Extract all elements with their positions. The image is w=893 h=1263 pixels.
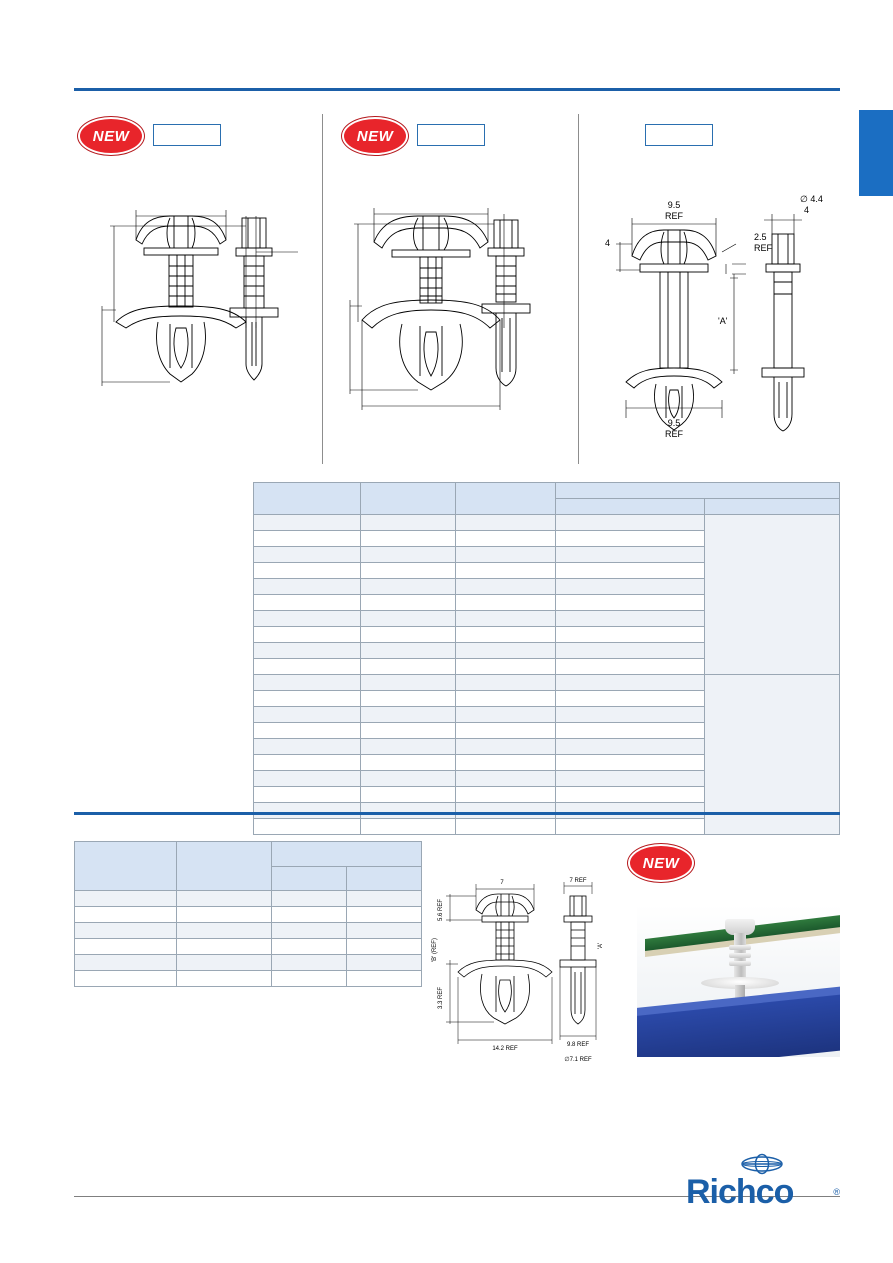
cell: [456, 739, 555, 755]
cell: [456, 787, 555, 803]
cell: [177, 971, 272, 987]
cell: [361, 691, 456, 707]
cell: [361, 643, 456, 659]
cell: [555, 707, 704, 723]
cell: [347, 971, 422, 987]
secondary-col-header-group: [272, 842, 422, 867]
cell: [361, 771, 456, 787]
cell: [456, 627, 555, 643]
part-code-box-3: [645, 124, 713, 146]
cell: [177, 955, 272, 971]
cell: [555, 611, 704, 627]
new-badge-1: [78, 117, 144, 155]
cell: [456, 659, 555, 675]
dim-label-ref-2-5: REF: [754, 243, 772, 253]
cell: [361, 547, 456, 563]
cell: [254, 531, 361, 547]
spec-col-header-4: [555, 499, 704, 515]
cell: [361, 739, 456, 755]
table-row: [75, 923, 422, 939]
cell: [254, 515, 361, 531]
cell: [75, 907, 177, 923]
dim-label-ref-bot: REF: [665, 429, 683, 439]
cell: [347, 955, 422, 971]
cell: [361, 563, 456, 579]
cell: [555, 643, 704, 659]
dim-label-dia-4-4: ∅ 4.4: [800, 194, 823, 204]
globe-icon: [740, 1153, 784, 1175]
cell: [177, 939, 272, 955]
cell: [75, 971, 177, 987]
cell: [75, 923, 177, 939]
cell: [361, 659, 456, 675]
cell: [272, 971, 347, 987]
dim-label-9-5-bot: 9.5: [667, 418, 681, 428]
cell: [555, 531, 704, 547]
dim-label-7-ref: 7 REF: [569, 878, 587, 884]
cell: [456, 579, 555, 595]
cell: [555, 579, 704, 595]
cell: [555, 563, 704, 579]
cell: [254, 595, 361, 611]
registered-mark: ®: [833, 1187, 840, 1197]
cell: [254, 787, 361, 803]
cell: [75, 891, 177, 907]
spec-header-row-1: [254, 483, 840, 499]
table-row: [254, 675, 840, 691]
secondary-col-header-2: [177, 842, 272, 891]
cell: [361, 723, 456, 739]
cell: [254, 739, 361, 755]
cell: [347, 907, 422, 923]
cell: [272, 939, 347, 955]
cell: [456, 531, 555, 547]
cell: [555, 819, 704, 835]
dim-label-a-bottom: 'A': [598, 942, 604, 950]
cell: [254, 675, 361, 691]
cell: [456, 515, 555, 531]
cell: [177, 907, 272, 923]
secondary-table-body: [75, 891, 422, 987]
cell: [361, 675, 456, 691]
part-ring-2: [729, 953, 751, 958]
cell: [555, 691, 704, 707]
cell-merged-upper: [705, 515, 840, 675]
cell: [254, 723, 361, 739]
part-ring-1: [729, 945, 751, 950]
cell: [254, 643, 361, 659]
spec-col-header-2: [361, 483, 456, 515]
cell: [456, 723, 555, 739]
cell: [272, 891, 347, 907]
cell: [177, 923, 272, 939]
cell: [361, 595, 456, 611]
cell: [456, 643, 555, 659]
cell: [361, 611, 456, 627]
cell: [456, 547, 555, 563]
table-row: [75, 907, 422, 923]
spec-col-header-1: [254, 483, 361, 515]
cell: [555, 627, 704, 643]
secondary-table-head: [75, 842, 422, 891]
dim-label-ref-top: REF: [665, 211, 683, 221]
cell: [75, 955, 177, 971]
cell: [361, 579, 456, 595]
brand-name: Richco: [686, 1173, 794, 1211]
secondary-header-row-1: [75, 842, 422, 867]
new-badge-photo: [628, 844, 694, 882]
cell: [75, 939, 177, 955]
specification-table-body: [254, 515, 840, 835]
cell: [361, 787, 456, 803]
cell: [456, 675, 555, 691]
table-row: [75, 955, 422, 971]
secondary-col-header-4: [347, 866, 422, 891]
cell: [177, 891, 272, 907]
cell: [254, 563, 361, 579]
cell: [555, 787, 704, 803]
drawing-2: [344, 196, 564, 426]
cell: [361, 803, 456, 819]
cell: [272, 923, 347, 939]
secondary-col-header-1: [75, 842, 177, 891]
cell: [555, 755, 704, 771]
column-divider-2: [578, 114, 579, 464]
dim-label-a: 'A': [718, 316, 728, 326]
part-ring-3: [729, 961, 751, 966]
cell: [456, 771, 555, 787]
cell: [347, 923, 422, 939]
cell: [347, 891, 422, 907]
cell: [456, 595, 555, 611]
spec-col-header-group: [555, 483, 839, 499]
spec-col-header-5: [705, 499, 840, 515]
cell: [555, 659, 704, 675]
dim-label-2-5: 2.5: [754, 232, 767, 242]
new-badge-2: [342, 117, 408, 155]
cell: [254, 691, 361, 707]
dim-label-9-8-ref: 9.8 REF: [566, 1042, 590, 1048]
dim-label-7-top: 7: [500, 880, 504, 886]
dim-label-4-right: 4: [804, 205, 810, 215]
specification-table: [253, 482, 840, 835]
column-divider-1: [322, 114, 323, 464]
cell: [361, 627, 456, 643]
part-code-box-2: [417, 124, 485, 146]
cell: [555, 723, 704, 739]
cell: [555, 547, 704, 563]
drawing-1: [96, 196, 311, 426]
new-badge-1-label: NEW: [92, 127, 130, 145]
table-row: [254, 515, 840, 531]
cell: [347, 939, 422, 955]
cell: [254, 547, 361, 563]
new-badge-2-label: NEW: [356, 127, 394, 145]
dim-label-dia-7-1-ref: ∅7.1 REF: [564, 1057, 592, 1063]
cell: [456, 611, 555, 627]
cell: [254, 819, 361, 835]
dim-label-9-5-top: 9.5: [667, 200, 681, 210]
cell: [254, 659, 361, 675]
cell: [456, 819, 555, 835]
cell: [456, 691, 555, 707]
secondary-table: [74, 841, 422, 987]
cell: [456, 707, 555, 723]
table-row: [75, 971, 422, 987]
specification-table-head: [254, 483, 840, 515]
cell: [361, 707, 456, 723]
mid-divider-rule: [74, 812, 840, 815]
drawing-4: [424, 876, 624, 1070]
cell: [456, 563, 555, 579]
table-row: [75, 939, 422, 955]
brand-logo: [686, 1153, 840, 1211]
table-row: [75, 891, 422, 907]
cell: [254, 627, 361, 643]
secondary-col-header-3: [272, 866, 347, 891]
cell: [254, 771, 361, 787]
spec-col-header-3: [456, 483, 555, 515]
cell: [254, 803, 361, 819]
dim-label-b-ref: 'B' (REF): [432, 938, 438, 962]
cell: [272, 955, 347, 971]
cell: [456, 755, 555, 771]
cell: [555, 515, 704, 531]
cell: [361, 755, 456, 771]
cell: [254, 755, 361, 771]
cell: [456, 803, 555, 819]
section-tab-marker: [859, 110, 893, 196]
top-divider-rule: [74, 88, 840, 91]
cell: [361, 531, 456, 547]
cell: [254, 579, 361, 595]
cell: [555, 739, 704, 755]
cell: [361, 819, 456, 835]
cell: [555, 771, 704, 787]
dim-label-3-3-ref: 3.3 REF: [438, 986, 444, 1010]
dim-label-5-6-ref: 5.6 REF: [438, 898, 444, 922]
cell: [272, 907, 347, 923]
drawing-3: [586, 178, 836, 446]
cell: [555, 675, 704, 691]
cell-merged-lower: [705, 675, 840, 835]
product-application-photo: [637, 905, 840, 1057]
cell: [254, 707, 361, 723]
cell: [361, 515, 456, 531]
new-badge-photo-label: NEW: [642, 854, 680, 872]
part-code-box-1: [153, 124, 221, 146]
dim-label-4-left: 4: [604, 238, 610, 248]
cell: [555, 595, 704, 611]
dim-label-14-2-ref: 14.2 REF: [492, 1046, 518, 1052]
cell: [555, 803, 704, 819]
cell: [254, 611, 361, 627]
